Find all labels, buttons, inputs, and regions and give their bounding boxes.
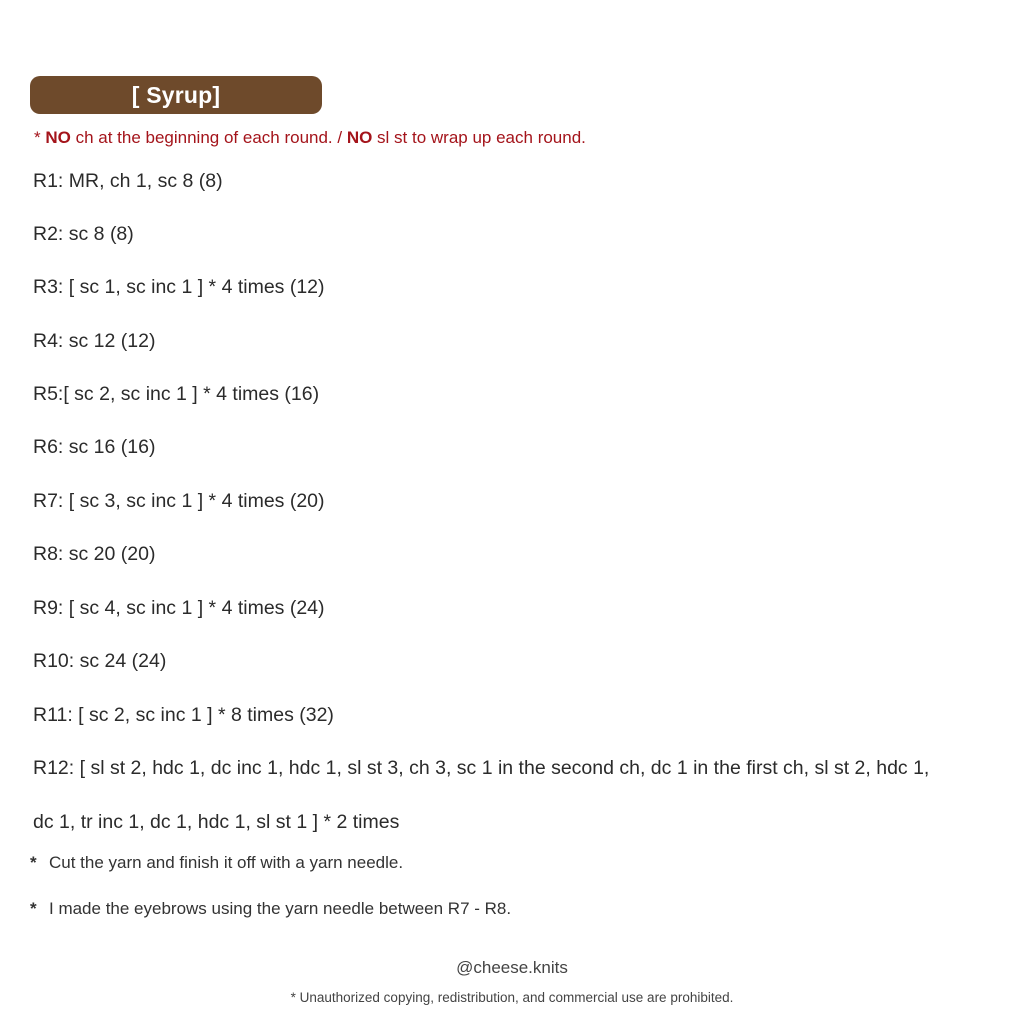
footnote-eyebrows [30,899,511,919]
round-10: R10: sc 24 (24) [33,650,167,672]
title-banner [30,76,322,114]
note-suffix: sl st to wrap up each round. [372,128,586,147]
round-4: R4: sc 12 (12) [33,330,156,352]
round-rules-note [34,128,586,148]
footnote-star: * [30,853,37,872]
round-2: R2: sc 8 (8) [33,223,134,245]
round-7: R7: [ sc 3, sc inc 1 ] * 4 times (20) [33,490,325,512]
note-no-2: NO [346,128,373,147]
note-prefix: * [34,128,46,147]
author-credit: @cheese.knits [456,958,568,977]
round-12-line-2: dc 1, tr inc 1, dc 1, hdc 1, sl st 1 ] * 2 times [33,811,400,833]
round-8: R8: sc 20 (20) [33,543,156,565]
footnote-star: * [30,899,37,918]
round-6: R6: sc 16 (16) [33,436,156,458]
copyright-disclaimer: * Unauthorized copying, redistribution, and commercial use are prohibited. [290,990,734,1005]
round-9: R9: [ sc 4, sc inc 1 ] * 4 times (24) [33,597,325,619]
page-title: [ Syrup] [131,81,221,108]
footnote-finish [30,853,403,873]
footnote-text: I made the eyebrows using the yarn needle between R7 - R8. [49,899,512,918]
round-5: R5:[ sc 2, sc inc 1 ] * 4 times (16) [33,383,320,405]
note-middle: ch at the beginning of each round. / [70,128,347,147]
note-no-1: NO [45,128,71,147]
round-12-line-1: R12: [ sl st 2, hdc 1, dc inc 1, hdc 1, sl st 3, ch 3, sc 1 in the second ch, dc 1 in the first ch, sl st 2, hdc 1, [33,757,930,779]
round-3: R3: [ sc 1, sc inc 1 ] * 4 times (12) [33,276,325,298]
round-1: R1: MR, ch 1, sc 8 (8) [33,170,223,192]
round-11: R11: [ sc 2, sc inc 1 ] * 8 times (32) [33,704,334,726]
footnote-text: Cut the yarn and finish it off with a yarn needle. [49,853,404,872]
